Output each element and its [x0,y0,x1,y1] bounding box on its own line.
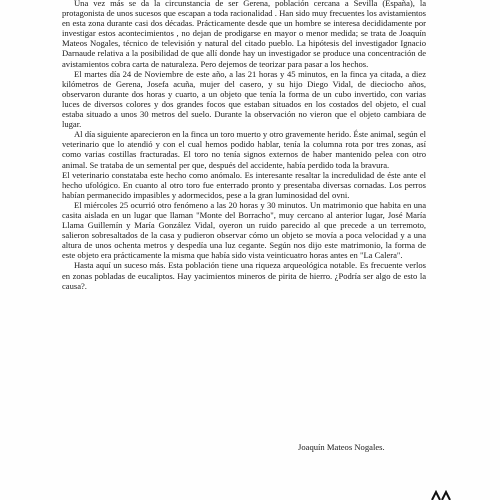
page-edge-mark [430,490,452,500]
author-signature: Joaquín Mateos Nogales. [298,442,385,452]
paragraph-bulls: Al día siguiente aparecieron en la finca un toro muerto y otro gravemente herido. Éste animal, según el veterinario que lo atendió y con el cual hemos podido hablar, tenía la columna rota por tres zonas, así como varias costillas fracturadas. El toro no tenía signos externos de haber mantenido pelea con otro animal. Se trataba de un semental per que, después del accidente, había perdido toda la bravura. [62,129,426,170]
paragraph-sighting-tuesday: El martes día 24 de Noviembre de este año, a las 21 horas y 45 minutos, en la finca ya citada, a diez kilómetros de Gerena, Josefa acuña, mujer del casero, y su hijo Diego Vidal, de dieciocho años, observaron durante dos horas y cuarto, a un objeto que tenía la forma de un cubo invertido, con varias luces de diversos colores y dos grandes focos que estaban situados en los costados del objeto, el cual estaba situado a unos 30 metros del suelo. Durante la observación no vieron que el objeto cambiara de lugar. [62,68,426,130]
paragraph-intro: Una vez más se da la circunstancia de ser Gerena, población cercana a Sevilla (España), la protagonista de unos sucesos que escapan a toda racionalidad . Han sido muy frecuentes los avistamientos en esta zona durante casi dos décadas. Prácticamente desde que un hombre se interesa decididamente por investigar estos acontecimientos , no dejan de prodigarse en mayor o menor medida; se trata de Joaquín Mateos Nogales, técnico de televisión y natural del citado pueblo. La hipótesis del investigador Ignacio Darnaude relativa a la posibilidad de que allí donde hay un investigador se produce una concentración de avistamientos cobra carta de naturaleza. Pero dejemos de teorizar para pasar a los hechos. [62,0,426,69]
article-body [62,0,426,291]
paragraph-conclusion: Hasta aquí un suceso más. Esta población tiene una riqueza arqueológica notable. Es frecuente verlos en zonas pobladas de eucaliptos. Hay yacimientos mineros de pirita de hierro. ¿Podría ser algo de esto la causa?. [62,260,426,291]
paragraph-sighting-wednesday: El miércoles 25 ocurrió otro fenómeno a las 20 horas y 30 minutos. Un matrimonio que habita en una casita aislada en un lugar que llaman "Monte del Borracho", muy cercano al anterior lugar, José María Llama Guillemín y María González Vidal, oyeron un ruido parecido al que precede a un terremoto, salieron sobresaltados de la casa y pudieron observar cómo un objeto se movía a poca velocidad y a una altura de unos ochenta metros y despedía una luz cegante. Según nos dijo este matrimonio, la forma de este objeto era prácticamente la misma que había sido vista veinticuatro horas antes en "La Calera". [62,199,426,261]
paragraph-veterinarian: El veterinario constataba este hecho como anómalo. Es interesante resaltar la incredulidad de éste ante el hecho ufológico. En cuanto al otro toro fue enterrado pronto y presentaba diversas cornadas. Los perros habían permanecido impasibles y adormecidos, pese a la gran luminosidad del ovni. [62,169,426,200]
